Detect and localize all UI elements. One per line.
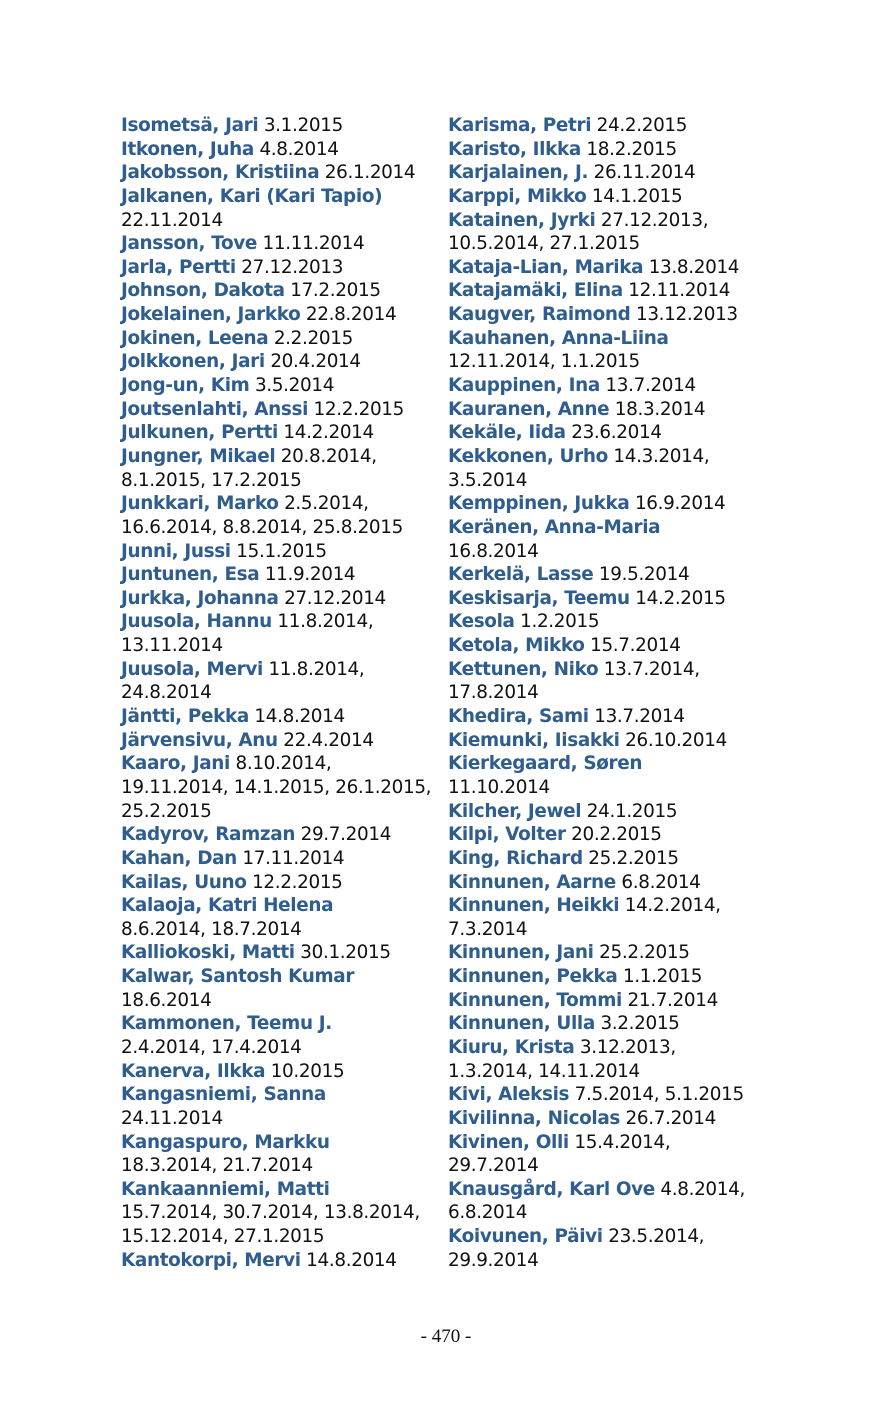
entry-name: Kauranen, Anne xyxy=(448,398,610,420)
index-entry-line xyxy=(448,1131,758,1155)
entry-dates: 16.6.2014, 8.8.2014, 25.8.2015 xyxy=(121,516,403,538)
index-entry-line xyxy=(448,563,758,587)
entry-name: Kauhanen, Anna-Liina xyxy=(448,327,669,349)
entry-dates: 18.3.2014, 21.7.2014 xyxy=(121,1155,313,1177)
entry-name: Juusola, Hannu xyxy=(121,611,272,633)
index-entry-line xyxy=(121,303,431,327)
index-entry-line xyxy=(448,658,758,682)
entry-name: Junni, Jussi xyxy=(121,540,231,562)
index-entry-line xyxy=(448,1154,758,1178)
index-entry-line xyxy=(448,279,758,303)
entry-name: Kantokorpi, Mervi xyxy=(121,1249,301,1271)
entry-name: Kilcher, Jewel xyxy=(448,800,582,822)
entry-dates: 3.5.2014 xyxy=(254,375,335,397)
entry-dates: 1.3.2014, 14.11.2014 xyxy=(448,1060,640,1082)
entry-name: Kekäle, Iida xyxy=(448,422,566,444)
entry-dates: 1.1.2015 xyxy=(622,966,703,988)
index-entry-line xyxy=(448,1249,758,1273)
entry-dates: 22.11.2014 xyxy=(121,209,223,231)
entry-dates: 18.6.2014 xyxy=(121,989,212,1011)
index-entry-line xyxy=(448,398,758,422)
index-entry-line xyxy=(448,1225,758,1249)
entry-dates: 20.2.2015 xyxy=(571,824,662,846)
index-entry-line xyxy=(448,634,758,658)
index-entry-line xyxy=(121,1178,431,1202)
index-entry-line xyxy=(121,587,431,611)
index-entry-line xyxy=(121,1249,431,1273)
entry-dates: 8.10.2014, xyxy=(235,753,332,775)
index-entry-line xyxy=(121,681,431,705)
entry-dates: 24.8.2014 xyxy=(121,682,212,704)
entry-dates: 24.1.2015 xyxy=(586,800,678,822)
entry-dates: 27.12.2014 xyxy=(284,587,386,609)
index-entry-line xyxy=(448,1036,758,1060)
index-entry-line xyxy=(448,256,758,280)
entry-name: Karisto, Ilkka xyxy=(448,138,581,160)
entry-name: Kinnunen, Heikki xyxy=(448,895,620,917)
index-entry-line xyxy=(121,516,431,540)
index-entry-line xyxy=(121,941,431,965)
entry-dates: 11.11.2014 xyxy=(262,233,365,255)
index-column-right xyxy=(448,114,758,1272)
entry-dates: 8.1.2015, 17.2.2015 xyxy=(121,469,302,491)
entry-name: Kivilinna, Nicolas xyxy=(448,1107,621,1129)
entry-dates: 29.9.2014 xyxy=(448,1249,539,1271)
entry-name: Kalaoja, Katri Helena xyxy=(121,895,334,917)
index-entry-line xyxy=(121,327,431,351)
index-entry-line xyxy=(448,752,758,776)
entry-name: Kangaspuro, Markku xyxy=(121,1131,330,1153)
index-entry-line xyxy=(121,634,431,658)
index-entry-line xyxy=(448,209,758,233)
page-number: - 470 - xyxy=(420,1326,472,1347)
entry-dates: 23.6.2014 xyxy=(571,422,662,444)
entry-name: Keränen, Anna-Maria xyxy=(448,516,661,538)
entry-name: Karppi, Mikko xyxy=(448,185,587,207)
entry-dates: 19.11.2014, 14.1.2015, 26.1.2015, xyxy=(121,776,432,798)
index-entry-line xyxy=(448,894,758,918)
index-entry-line xyxy=(121,445,431,469)
entry-name: Karjalainen, J. xyxy=(448,162,589,184)
entry-dates: 11.9.2014 xyxy=(264,564,356,586)
entry-dates: 26.1.2014 xyxy=(324,162,416,184)
entry-name: Kemppinen, Jukka xyxy=(448,493,630,515)
entry-name: Kilpi, Volter xyxy=(448,824,566,846)
entry-name: Kalliokoski, Matti xyxy=(121,942,295,964)
entry-dates: 25.2.2015 xyxy=(588,847,679,869)
entry-dates: 3.5.2014 xyxy=(448,469,528,491)
entry-dates: 25.2.2015 xyxy=(121,800,212,822)
index-entry-line xyxy=(121,563,431,587)
index-entry-line xyxy=(448,965,758,989)
index-entry-line xyxy=(121,256,431,280)
entry-dates: 3.1.2015 xyxy=(263,115,343,136)
entry-dates: 3.12.2013, xyxy=(579,1036,676,1058)
index-entry-line xyxy=(448,492,758,516)
entry-name: Kinnunen, Tommi xyxy=(448,989,622,1011)
entry-dates: 22.8.2014 xyxy=(305,304,397,326)
entry-name: Kiuru, Krista xyxy=(448,1036,575,1058)
entry-name: Jarla, Pertti xyxy=(121,256,236,278)
index-entry-line xyxy=(121,800,431,824)
index-entry-line xyxy=(448,729,758,753)
index-column-left xyxy=(121,114,431,1272)
index-entry-line xyxy=(448,421,758,445)
entry-name: Jong-un, Kim xyxy=(121,375,250,397)
entry-dates: 27.12.2013 xyxy=(241,256,344,278)
entry-dates: 7.3.2014 xyxy=(448,918,528,940)
entry-name: Kinnunen, Jani xyxy=(448,942,594,964)
entry-name: Kettunen, Niko xyxy=(448,658,599,680)
entry-name: Jokelainen, Jarkko xyxy=(121,304,301,326)
entry-dates: 13.12.2013 xyxy=(635,304,738,326)
entry-name: Kahan, Dan xyxy=(121,847,237,869)
entry-name: Isometsä, Jari xyxy=(121,115,259,136)
entry-dates: 15.7.2014, 30.7.2014, 13.8.2014, xyxy=(121,1202,420,1224)
entry-name: Jokinen, Leena xyxy=(121,327,269,349)
index-entry-line xyxy=(448,540,758,564)
index-entry-line xyxy=(448,941,758,965)
entry-dates: 17.2.2015 xyxy=(290,280,381,302)
index-entry-line xyxy=(121,350,431,374)
index-entry-line xyxy=(448,1083,758,1107)
entry-dates: 15.4.2014, xyxy=(574,1131,671,1153)
index-entry-line xyxy=(121,989,431,1013)
index-entry-line xyxy=(121,161,431,185)
entry-dates: 1.2.2015 xyxy=(520,611,600,633)
index-entry-line xyxy=(448,327,758,351)
index-entry-line xyxy=(121,1201,431,1225)
entry-name: Kalwar, Santosh Kumar xyxy=(121,966,355,988)
index-entry-line xyxy=(448,1107,758,1131)
entry-dates: 20.8.2014, xyxy=(280,445,377,467)
index-entry-line xyxy=(121,847,431,871)
entry-dates: 12.11.2014 xyxy=(628,280,731,302)
entry-name: Kinnunen, Ulla xyxy=(448,1013,595,1035)
index-entry-line xyxy=(448,1012,758,1036)
entry-name: Joutsenlahti, Anssi xyxy=(121,398,309,420)
index-entry-line xyxy=(448,1201,758,1225)
entry-name: Karisma, Petri xyxy=(448,115,592,136)
entry-dates: 13.7.2014 xyxy=(605,375,696,397)
entry-name: Kauppinen, Ina xyxy=(448,375,600,397)
entry-dates: 17.8.2014 xyxy=(448,682,539,704)
entry-name: Kaaro, Jani xyxy=(121,753,230,775)
entry-name: Kivinen, Olli xyxy=(448,1131,569,1153)
index-entry-line xyxy=(121,823,431,847)
index-entry-line xyxy=(448,232,758,256)
entry-name: Kekkonen, Urho xyxy=(448,445,608,467)
entry-dates: 11.8.2014, xyxy=(268,658,365,680)
entry-dates: 16.9.2014 xyxy=(634,493,726,515)
entry-dates: 2.5.2014, xyxy=(284,493,369,515)
entry-dates: 10.5.2014, 27.1.2015 xyxy=(448,233,640,255)
entry-dates: 16.8.2014 xyxy=(448,540,539,562)
entry-name: Jäntti, Pekka xyxy=(121,706,249,728)
entry-name: Keskisarja, Teemu xyxy=(448,587,630,609)
entry-name: Katainen, Jyrki xyxy=(448,209,596,231)
entry-dates: 15.12.2014, 27.1.2015 xyxy=(121,1226,325,1248)
index-entry-line xyxy=(448,374,758,398)
index-entry-line xyxy=(121,752,431,776)
entry-name: Kataja-Lian, Marika xyxy=(448,256,644,278)
index-entry-line xyxy=(121,658,431,682)
entry-dates: 26.7.2014 xyxy=(625,1107,716,1129)
entry-name: Kanerva, Ilkka xyxy=(121,1060,266,1082)
entry-dates: 18.2.2015 xyxy=(586,138,677,160)
index-entry-line xyxy=(448,1178,758,1202)
entry-name: Kailas, Uuno xyxy=(121,871,247,893)
index-entry-line xyxy=(121,776,431,800)
index-entry-line xyxy=(121,1036,431,1060)
entry-dates: 4.8.2014 xyxy=(259,138,339,160)
index-entry-line xyxy=(448,303,758,327)
entry-name: King, Richard xyxy=(448,847,583,869)
entry-dates: 13.7.2014 xyxy=(594,706,685,728)
entry-name: Kangasniemi, Sanna xyxy=(121,1084,326,1106)
index-entry-line xyxy=(448,350,758,374)
index-entry-line xyxy=(121,1107,431,1131)
entry-name: Juusola, Mervi xyxy=(121,658,263,680)
entry-dates: 26.10.2014 xyxy=(625,729,727,751)
entry-dates: 12.11.2014, 1.1.2015 xyxy=(448,351,640,373)
entry-dates: 23.5.2014, xyxy=(608,1226,705,1248)
entry-dates: 21.7.2014 xyxy=(627,989,718,1011)
index-entry-line xyxy=(121,279,431,303)
index-entry-line xyxy=(121,1012,431,1036)
index-entry-line xyxy=(448,871,758,895)
entry-name: Junkkari, Marko xyxy=(121,493,279,515)
entry-name: Koivunen, Päivi xyxy=(448,1226,603,1248)
entry-dates: 30.1.2015 xyxy=(300,942,391,964)
index-entry-line xyxy=(121,1154,431,1178)
entry-dates: 22.4.2014 xyxy=(283,729,374,751)
entry-dates: 3.2.2015 xyxy=(600,1013,680,1035)
entry-dates: 17.11.2014 xyxy=(242,847,345,869)
index-entry-line xyxy=(121,209,431,233)
entry-dates: 24.2.2015 xyxy=(596,115,688,136)
entry-dates: 25.2.2015 xyxy=(599,942,690,964)
index-entry-line xyxy=(448,681,758,705)
entry-name: Kiemunki, Iisakki xyxy=(448,729,620,751)
entry-name: Järvensivu, Anu xyxy=(121,729,278,751)
entry-dates: 6.8.2014 xyxy=(448,1202,528,1224)
entry-dates: 11.8.2014, xyxy=(277,611,374,633)
index-entry-line xyxy=(448,138,758,162)
index-entry-line xyxy=(121,540,431,564)
entry-name: Khedira, Sami xyxy=(448,706,589,728)
index-entry-line xyxy=(121,965,431,989)
index-entry-line xyxy=(448,587,758,611)
index-entry-line xyxy=(121,610,431,634)
entry-dates: 29.7.2014 xyxy=(300,824,392,846)
entry-name: Jalkanen, Kari (Kari Tapio) xyxy=(121,185,383,207)
entry-name: Jakobsson, Kristiina xyxy=(121,162,320,184)
index-entry-line xyxy=(121,871,431,895)
entry-dates: 8.6.2014, 18.7.2014 xyxy=(121,918,302,940)
entry-dates: 26.11.2014 xyxy=(593,162,696,184)
index-entry-line xyxy=(121,894,431,918)
entry-name: Kivi, Aleksis xyxy=(448,1084,570,1106)
entry-dates: 7.5.2014, 5.1.2015 xyxy=(574,1084,744,1106)
index-entry-line xyxy=(448,989,758,1013)
index-entry-line xyxy=(121,398,431,422)
index-entry-line xyxy=(121,918,431,942)
entry-name: Kerkelä, Lasse xyxy=(448,564,594,586)
index-entry-line xyxy=(448,114,758,138)
index-entry-line xyxy=(121,114,431,138)
index-entry-line xyxy=(121,492,431,516)
entry-dates: 14.8.2014 xyxy=(254,706,345,728)
entry-dates: 15.7.2014 xyxy=(590,635,681,657)
entry-name: Kammonen, Teemu J. xyxy=(121,1013,332,1035)
index-entry-line xyxy=(121,1083,431,1107)
entry-name: Kaugver, Raimond xyxy=(448,304,631,326)
entry-dates: 14.2.2014, xyxy=(624,895,721,917)
entry-dates: 12.2.2015 xyxy=(252,871,343,893)
index-entry-line xyxy=(448,610,758,634)
index-entry-line xyxy=(121,1060,431,1084)
index-entry-line xyxy=(448,185,758,209)
entry-dates: 13.8.2014 xyxy=(648,256,740,278)
index-entry-line xyxy=(121,705,431,729)
entry-name: Jansson, Tove xyxy=(121,233,258,255)
entry-name: Kadyrov, Ramzan xyxy=(121,824,296,846)
entry-name: Kesola xyxy=(448,611,515,633)
entry-dates: 14.8.2014 xyxy=(306,1249,397,1271)
index-entry-line xyxy=(448,1060,758,1084)
entry-dates: 12.2.2015 xyxy=(313,398,404,420)
entry-name: Kankaanniemi, Matti xyxy=(121,1178,330,1200)
entry-dates: 13.11.2014 xyxy=(121,635,223,657)
index-entry-line xyxy=(448,516,758,540)
index-entry-line xyxy=(448,705,758,729)
index-entry-line xyxy=(121,729,431,753)
entry-name: Jungner, Mikael xyxy=(121,445,276,467)
entry-name: Juntunen, Esa xyxy=(121,564,260,586)
entry-dates: 18.3.2014 xyxy=(614,398,706,420)
entry-dates: 2.2.2015 xyxy=(273,327,353,349)
index-entry-line xyxy=(121,469,431,493)
entry-name: Jolkkonen, Jari xyxy=(121,351,265,373)
entry-dates: 29.7.2014 xyxy=(448,1155,539,1177)
index-entry-line xyxy=(121,138,431,162)
index-entry-line xyxy=(121,1225,431,1249)
index-entry-line xyxy=(121,374,431,398)
entry-dates: 15.1.2015 xyxy=(236,540,327,562)
entry-name: Knausgård, Karl Ove xyxy=(448,1178,655,1200)
index-entry-line xyxy=(448,918,758,942)
index-entry-line xyxy=(448,469,758,493)
entry-dates: 24.11.2014 xyxy=(121,1107,223,1129)
entry-name: Katajamäki, Elina xyxy=(448,280,623,302)
entry-dates: 13.7.2014, xyxy=(603,658,700,680)
entry-dates: 14.2.2015 xyxy=(635,587,726,609)
index-entry-line xyxy=(121,185,431,209)
index-entry-line xyxy=(448,823,758,847)
index-entry-line xyxy=(448,445,758,469)
entry-name: Kinnunen, Pekka xyxy=(448,966,618,988)
entry-dates: 19.5.2014 xyxy=(598,564,690,586)
entry-name: Ketola, Mikko xyxy=(448,635,585,657)
entry-dates: 2.4.2014, 17.4.2014 xyxy=(121,1036,302,1058)
index-entry-line xyxy=(121,232,431,256)
entry-dates: 10.2015 xyxy=(270,1060,345,1082)
entry-name: Julkunen, Pertti xyxy=(121,422,278,444)
entry-dates: 14.2.2014 xyxy=(283,422,374,444)
entry-name: Johnson, Dakota xyxy=(121,280,285,302)
index-entry-line xyxy=(121,421,431,445)
entry-dates: 4.8.2014, xyxy=(660,1178,745,1200)
index-entry-line xyxy=(448,776,758,800)
index-entry-line xyxy=(121,1131,431,1155)
entry-dates: 20.4.2014 xyxy=(270,351,361,373)
entry-name: Kierkegaard, Søren xyxy=(448,753,643,775)
entry-dates: 14.1.2015 xyxy=(591,185,683,207)
index-entry-line xyxy=(448,847,758,871)
index-entry-line xyxy=(448,800,758,824)
index-entry-line xyxy=(448,161,758,185)
entry-dates: 6.8.2014 xyxy=(621,871,701,893)
entry-name: Itkonen, Juha xyxy=(121,138,254,160)
entry-name: Jurkka, Johanna xyxy=(121,587,279,609)
entry-dates: 11.10.2014 xyxy=(448,776,550,798)
entry-dates: 14.3.2014, xyxy=(613,445,710,467)
entry-dates: 27.12.2013, xyxy=(600,209,709,231)
entry-name: Kinnunen, Aarne xyxy=(448,871,616,893)
